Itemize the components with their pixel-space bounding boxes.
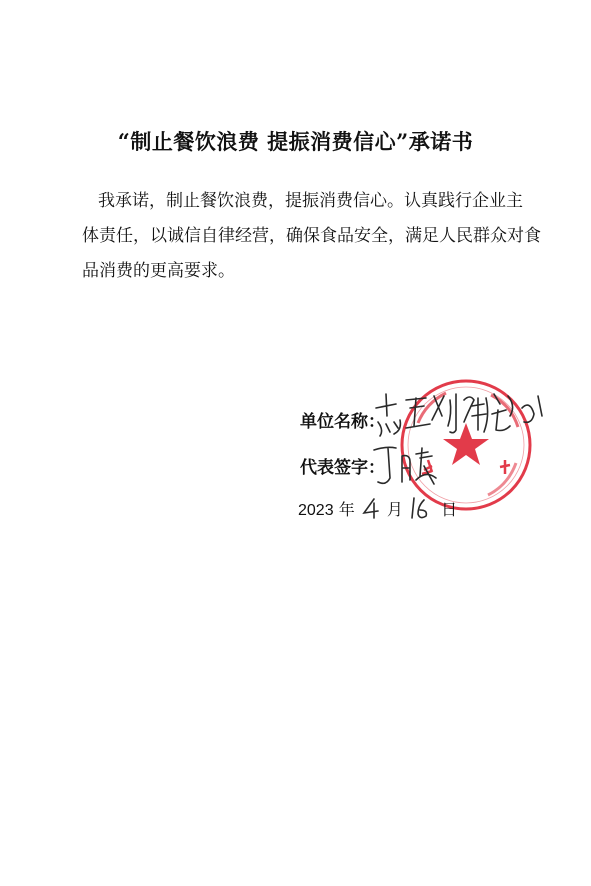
date-day-suffix: 日 bbox=[441, 500, 458, 519]
date-month-handwriting bbox=[360, 497, 382, 519]
representative-label: 代表签字： bbox=[300, 458, 385, 478]
date-day-handwriting bbox=[408, 496, 436, 520]
date-year-suffix: 年 bbox=[338, 500, 355, 519]
date-month-suffix: 月 bbox=[386, 500, 403, 519]
representative-signature bbox=[370, 440, 440, 490]
pledge-line-2: 体责任，以诚信自律经营，确保食品安全，满足人民群众对食 bbox=[82, 226, 541, 246]
document-title: “制止餐饮浪费 提振消费信心”承诺书 bbox=[117, 129, 474, 154]
pledge-line-3: 品消费的更高要求。 bbox=[82, 261, 235, 281]
date-year: 2023 bbox=[298, 502, 334, 519]
unit-name-label: 单位名称： bbox=[300, 412, 385, 432]
unit-name-handwriting bbox=[372, 386, 547, 442]
pledge-text bbox=[82, 184, 541, 289]
pledge-line-1: 我承诺，制止餐饮浪费，提振消费信心。认真践行企业主 bbox=[98, 191, 523, 211]
date-line bbox=[298, 496, 457, 520]
